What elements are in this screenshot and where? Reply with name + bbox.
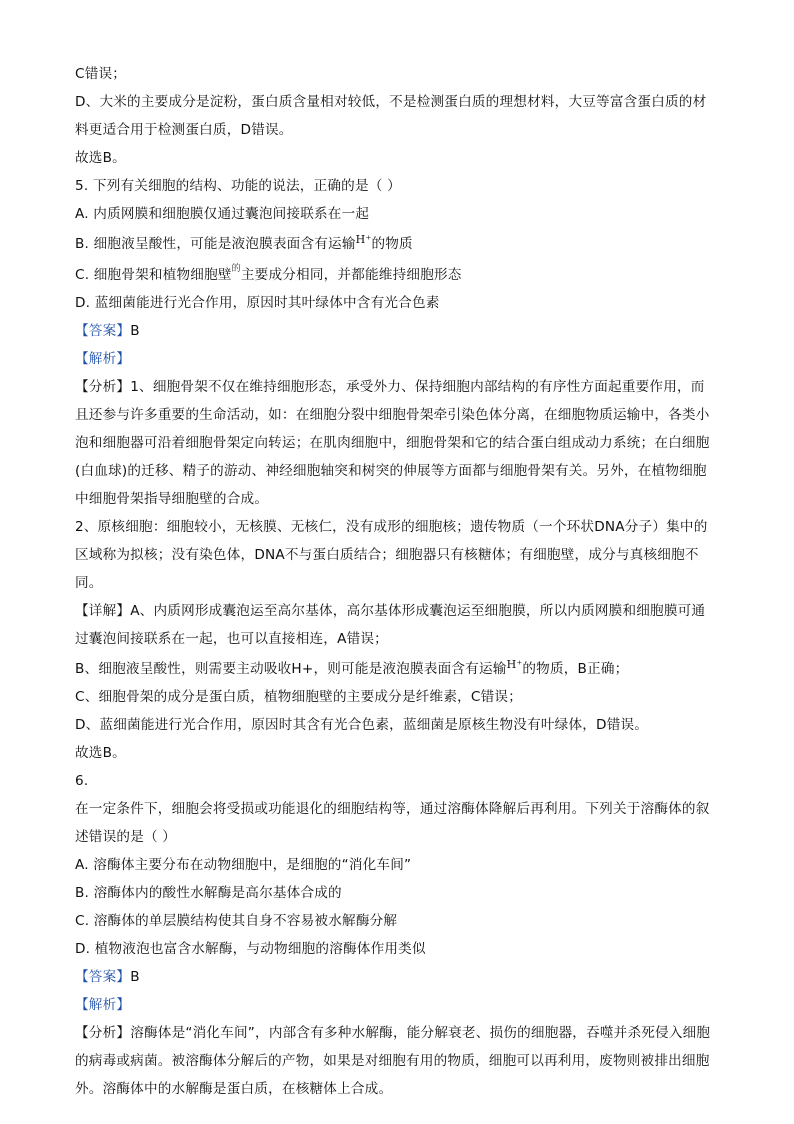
analysis-text: 1、细胞骨架不仅在维持细胞形态，承受外力、保持细胞内部结构的有序性方面起重要作用，而 (130, 379, 705, 395)
detail-text: 的物质，B正确； (522, 661, 629, 677)
option-text: B. 细胞液呈酸性，可能是液泡膜表面含有运输 (75, 236, 356, 252)
question-6-answer (75, 968, 140, 986)
question-5-stem: 5. 下列有关细胞的结构、功能的说法，正确的是（ ） (75, 178, 401, 194)
answer-tag: 【答案】 (75, 323, 131, 339)
answer-value: B (130, 969, 140, 985)
analysis-line: 泡和细胞器可沿着细胞骨架定向转运；在肌肉细胞中，细胞骨架和它的结合蛋白组成动力系统；在白细胞 (75, 435, 710, 451)
text-line: D、大米的主要成分是淀粉，蛋白质含量相对较低，不是检测蛋白质的理想材料，大豆等富含蛋白质的材 (75, 94, 707, 110)
analysis-line (75, 1024, 710, 1042)
formula-char: 的 (231, 264, 241, 274)
question-5-option-d: D. 蓝细菌能进行光合作用，原因时其叶绿体中含有光合色素 (75, 295, 440, 311)
question-5-option-c (75, 266, 462, 286)
question-5-answer (75, 322, 140, 340)
hydrogen-ion-symbol: H⁺ (506, 658, 523, 671)
text-line: 故选B。 (75, 150, 126, 166)
analysis-line: 外。溶酶体中的水解酶是蛋白质，在核糖体上合成。 (75, 1081, 393, 1097)
analysis-line: 的病毒或病菌。被溶酶体分解后的产物，如果是对细胞有用的物质，细胞可以再利用，废物则被排出细胞 (75, 1053, 710, 1069)
analysis-line: (白血球)的迁移、精子的游动、神经细胞轴突和树突的伸展等方面都与细胞骨架有关。另外，在植物细胞 (75, 463, 707, 479)
answer-tag: 【答案】 (75, 969, 131, 985)
analysis-line: 且还参与许多重要的生命活动，如：在细胞分裂中细胞骨架牵引染色体分离，在细胞物质运输中，各类小 (75, 407, 710, 423)
detail-line (75, 602, 705, 620)
question-5-option-b (75, 235, 413, 254)
detail-line: 故选B。 (75, 745, 126, 761)
section-tag: 【分析】 (75, 379, 131, 395)
detail-line (75, 660, 628, 679)
analysis-text: 溶酶体是“消化车间”，内部含有多种水解酶，能分解衰老、损伤的细胞器，吞噬并杀死侵入细胞 (130, 1025, 711, 1041)
detail-text: B、细胞液呈酸性，则需要主动吸收H+，则可能是液泡膜表面含有运输 (75, 661, 507, 677)
question-6-option-c: C. 溶酶体的单层膜结构使其自身不容易被水解酶分解 (75, 913, 398, 929)
question-6-option-a: A. 溶酶体主要分布在动物细胞中，是细胞的“消化车间” (75, 857, 412, 873)
option-text: C. 细胞骨架和植物细胞壁 (75, 267, 232, 283)
analysis-line (75, 378, 705, 396)
analysis-tag: 【解析】 (75, 997, 131, 1013)
section-tag: 【详解】 (75, 603, 131, 619)
text-line: 料更适合用于检测蛋白质，D错误。 (75, 122, 293, 138)
question-6-number: 6. (75, 773, 89, 789)
section-tag: 【分析】 (75, 1025, 131, 1041)
detail-line: C、细胞骨架的成分是蛋白质，植物细胞壁的主要成分是纤维素，C错误； (75, 689, 522, 705)
option-text: 的物质 (371, 236, 413, 252)
analysis-tag: 【解析】 (75, 351, 131, 367)
analysis-line: 2、原核细胞：细胞较小，无核膜、无核仁，没有成形的细胞核；遗传物质（一个环状DNA分子）集中的 (75, 519, 708, 535)
hydrogen-ion-symbol: H⁺ (355, 233, 372, 246)
analysis-line: 区域称为拟核；没有染色体，DNA不与蛋白质结合；细胞器只有核糖体；有细胞壁，成分与真核细胞不 (75, 547, 699, 563)
answer-value: B (130, 323, 140, 339)
text-line: C错误； (75, 66, 127, 82)
question-6-option-d: D. 植物液泡也富含水解酶，与动物细胞的溶酶体作用类似 (75, 941, 426, 957)
option-text: 主要成分相同，并都能维持细胞形态 (240, 267, 462, 283)
detail-line: 过囊泡间接联系在一起，也可以直接相连，A错误； (75, 631, 388, 647)
question-5-option-a: A. 内质网膜和细胞膜仅通过囊泡间接联系在一起 (75, 206, 370, 222)
analysis-line: 中细胞骨架指导细胞壁的合成。 (75, 491, 269, 507)
detail-text: A、内质网形成囊泡运至高尔基体，高尔基体形成囊泡运至细胞膜，所以内质网膜和细胞膜可通 (130, 603, 706, 619)
analysis-line: 同。 (75, 575, 103, 591)
question-6-stem: 在一定条件下，细胞会将受损或功能退化的细胞结构等，通过溶酶体降解后再利用。下列关于溶酶体的叙 (75, 801, 710, 817)
question-6-stem: 述错误的是（ ） (75, 829, 177, 845)
question-6-option-b: B. 溶酶体内的酸性水解酶是高尔基体合成的 (75, 885, 342, 901)
detail-line: D、蓝细菌能进行光合作用，原因时其含有光合色素，蓝细菌是原核生物没有叶绿体，D错误。 (75, 717, 649, 733)
